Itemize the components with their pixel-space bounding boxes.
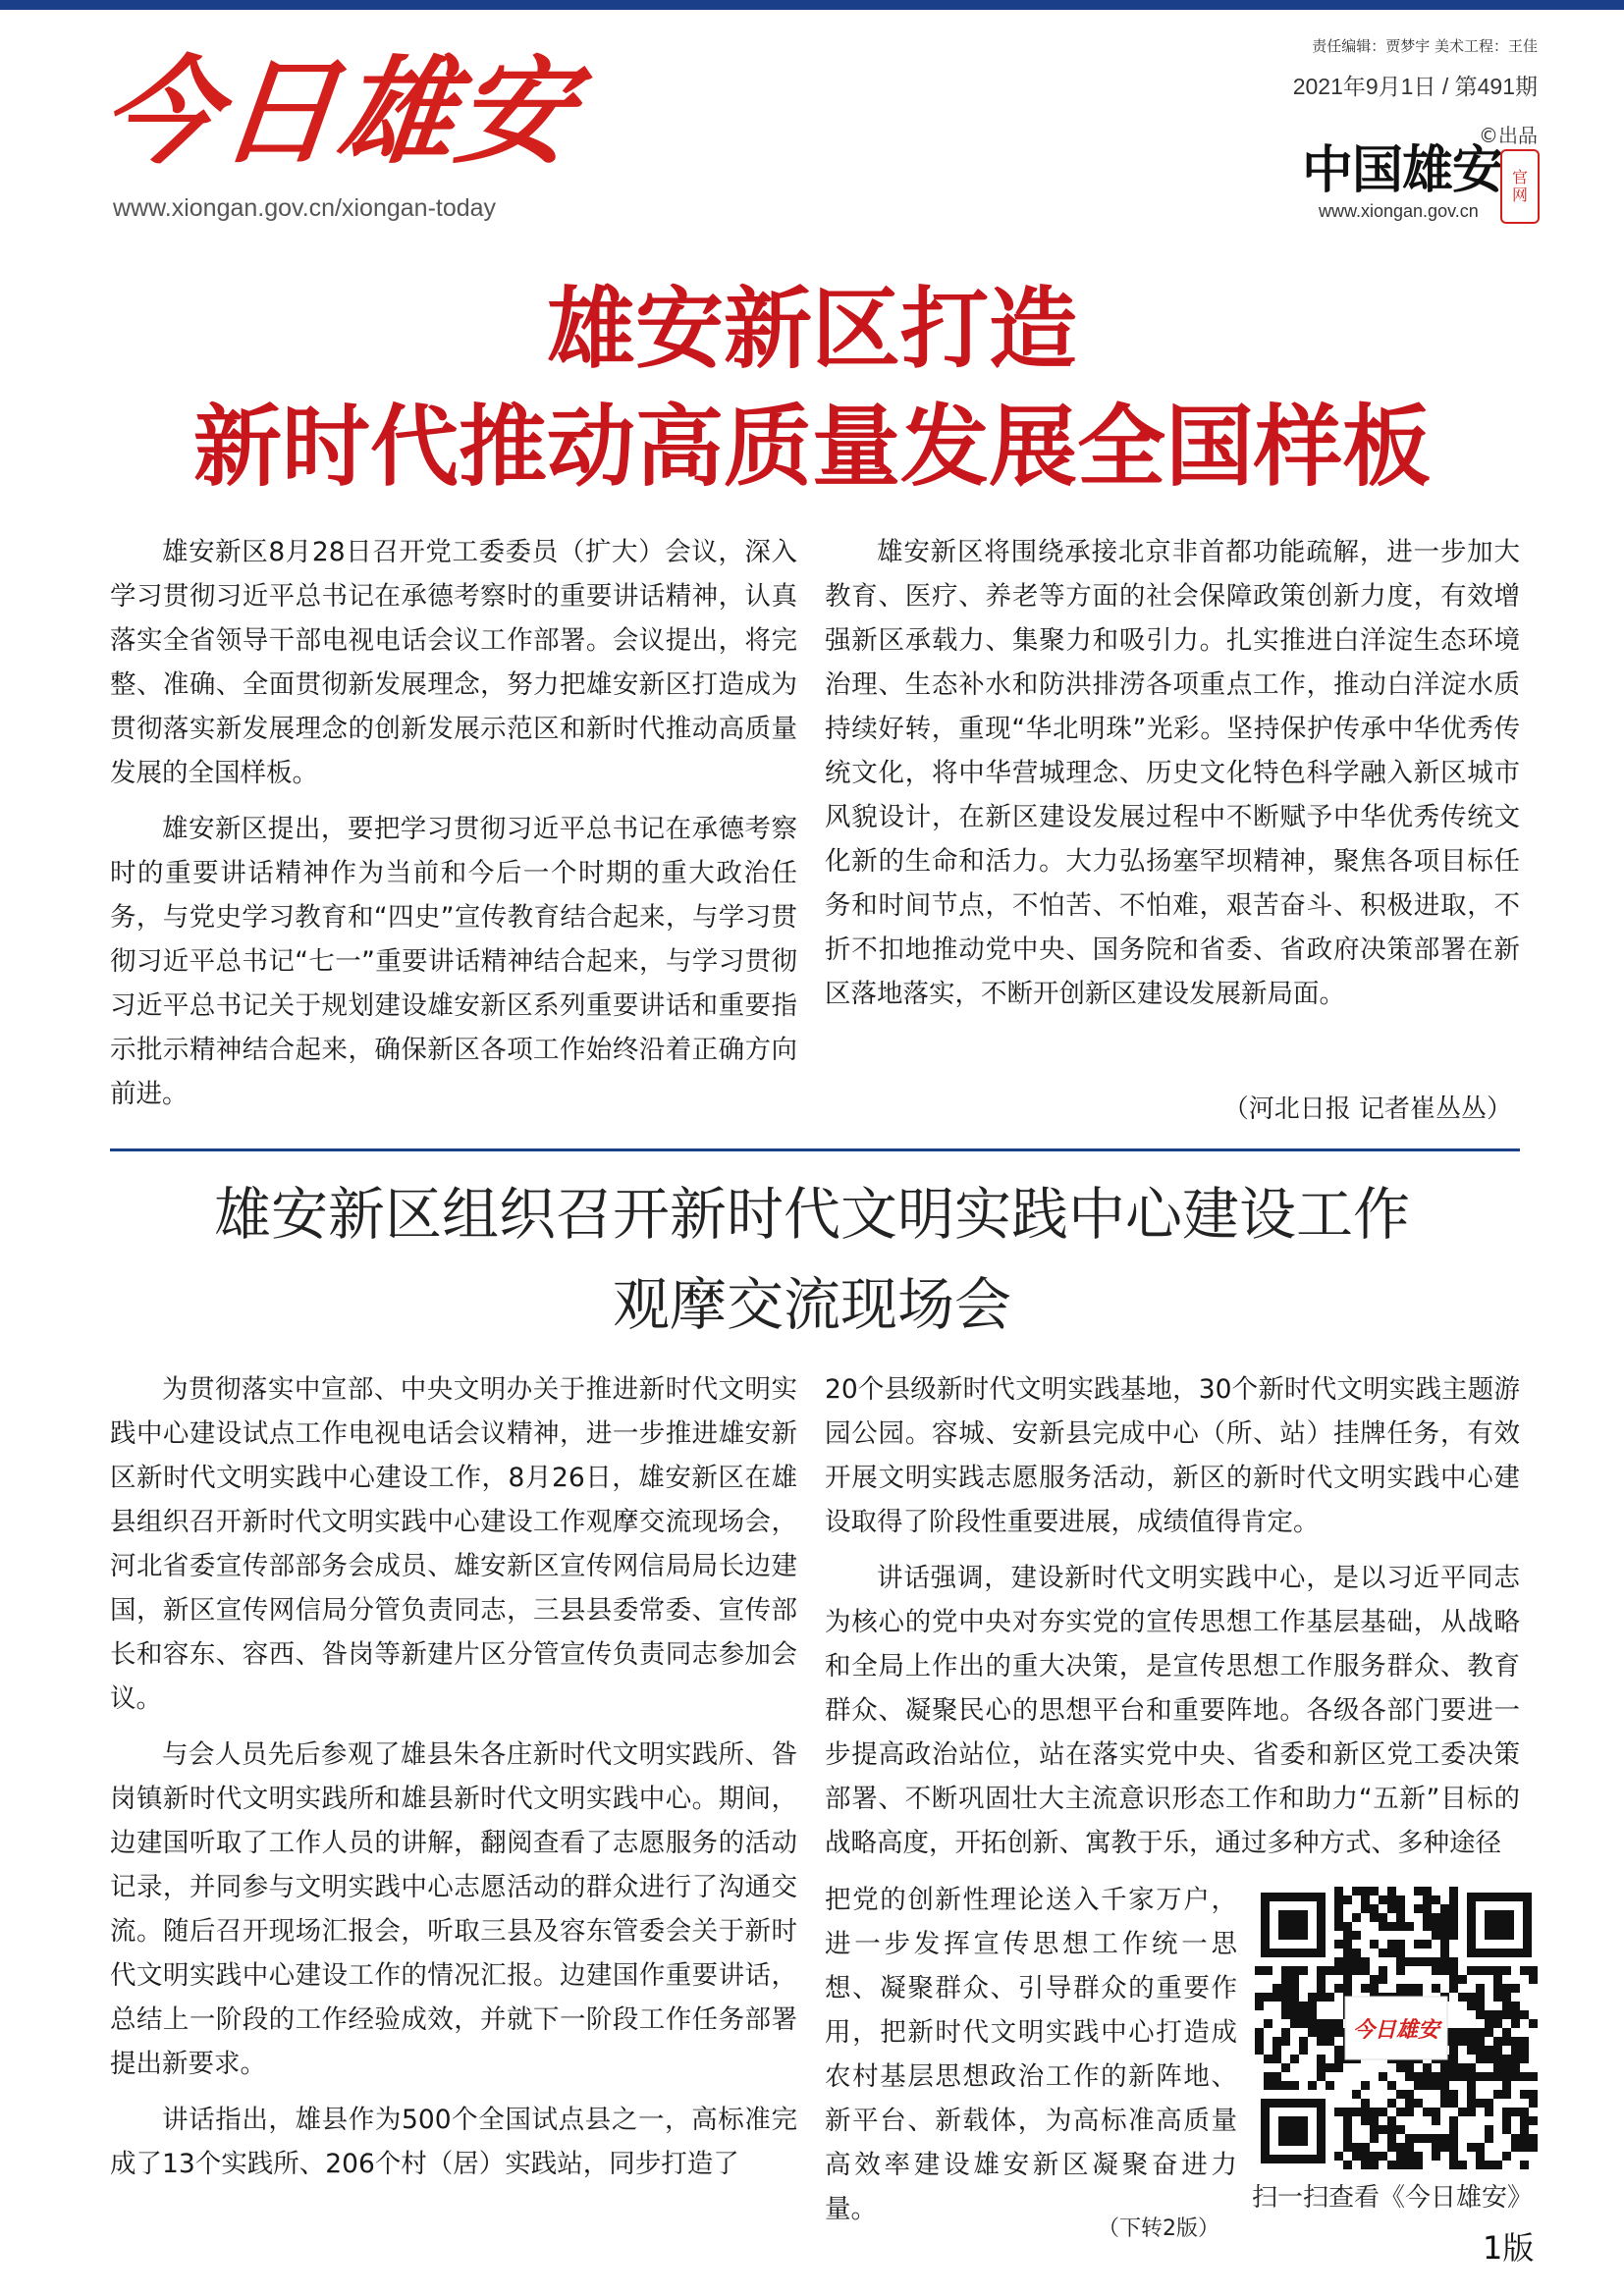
- partner-logo: 中国雄安: [1302, 140, 1503, 200]
- issue-date: 2021年9月1日 / 第491期: [1292, 74, 1538, 99]
- qr-code[interactable]: [1255, 1887, 1538, 2169]
- masthead-url[interactable]: www.xiongan.gov.cn/xiongan-today: [113, 194, 497, 222]
- seal-char-bottom: 网: [1511, 186, 1528, 204]
- article1-byline: （河北日报 记者崔丛丛）: [1222, 1095, 1512, 1124]
- section-divider: [110, 1148, 1520, 1151]
- seal-char-top: 官: [1511, 167, 1528, 187]
- page-number: 1版: [1483, 2229, 1535, 2267]
- top-color-bar: [0, 0, 1624, 10]
- qr-caption: 扫一扫查看《今日雄安》: [1252, 2183, 1534, 2213]
- produced-by-label: ©出品: [1479, 124, 1538, 147]
- article2-paragraph: 讲话强调，建设新时代文明实践中心，是以习近平同志为核心的党中央对夯实党的宣传思想工作基层基础，从战略和全局上作出的重大决策，是宣传思想工作服务群众、教育群众、凝聚民心的思想平台和重要阵地。各级各部门要进一步提高政治站位，站在落实党中央、省委和新区党工委决策部署、不断巩固壮大主流意识形态工作和助力“五新”目标的战略高度，开拓创新、寓教于乐，通过多种方式、多种途径: [825, 1563, 1520, 1858]
- qr-center-label: 今日雄安: [1352, 2017, 1440, 2043]
- article2-paragraph: 20个县级新时代文明实践基地，30个新时代文明实践主题游园公园。容城、安新县完成中心（所、站）挂牌任务，有效开展文明实践志愿服务活动，新区的新时代文明实践中心建设取得了阶段性重要进展，成绩值得肯定。: [825, 1374, 1520, 1537]
- article1-paragraph: 雄安新区8月28日召开党工委委员（扩大）会议，深入学习贯彻习近平总书记在承德考察时的重要讲话精神，认真落实全省领导干部电视电话会议工作部署。会议提出，将完整、准确、全面贯彻新发展理念，努力把雄安新区打造成为贯彻落实新发展理念的创新发展示范区和新时代推动高质量发展的全国样板。: [110, 537, 797, 788]
- article2-paragraph: 与会人员先后参观了雄县朱各庄新时代文明实践所、昝岗镇新时代文明实践所和雄县新时代文明实践中心。期间，边建国听取了工作人员的讲解，翻阅查看了志愿服务的活动记录，并同参与文明实践中心志愿活动的群众进行了沟通交流。随后召开现场汇报会，听取三县及容东管委会关于新时代文明实践中心建设工作的情况汇报。边建国作重要讲话，总结上一阶段的工作经验成效，并就下一阶段工作任务部署提出新要求。: [110, 1739, 797, 2079]
- subheadline-line-2: 观摩交流现场会: [612, 1271, 1011, 1338]
- article2-left-column: [110, 1367, 797, 2198]
- masthead-logo: 今日雄安: [95, 43, 582, 180]
- continued-note: （下转2版）: [1098, 2216, 1219, 2241]
- article2-paragraph: 讲话指出，雄县作为500个全国试点县之一，高标准完成了13个实践所、206个村（居）实践站，同步打造了: [110, 2105, 797, 2179]
- partner-url[interactable]: www.xiongan.gov.cn: [1319, 201, 1479, 221]
- article1-paragraph: 雄安新区提出，要把学习贯彻习近平总书记在承德考察时的重要讲话精神作为当前和今后一个时期的重大政治任务，与党史学习教育和“四史”宣传教育结合起来，与学习贯彻习近平总书记“七一”重要讲话精神结合起来，与学习贯彻习近平总书记关于规划建设雄安新区系列重要讲话和重要指示批示精神结合起来，确保新区各项工作始终沿着正确方向前进。: [110, 814, 797, 1109]
- article1-right-column: [825, 530, 1520, 1028]
- article2-paragraph: 把党的创新性理论送入千家万户，进一步发挥宣传思想工作统一思想、凝聚群众、引导群众的重要作用，把新时代文明实践中心打造成农村基层思想政治工作的新阵地、新平台、新载体，为高标准高质量高效率建设雄安新区凝聚奋进力量。: [825, 1885, 1237, 2224]
- headline-line-2: 新时代推动高质量发展全国样板: [193, 395, 1431, 499]
- subheadline-line-1: 雄安新区组织召开新时代文明实践中心建设工作: [213, 1181, 1410, 1248]
- editor-credits: 责任编辑：贾梦宇 美术工程：王佳: [1312, 37, 1538, 55]
- article1-left-column: [110, 530, 797, 1128]
- partner-seal: [1500, 149, 1540, 224]
- headline-line-1: 雄安新区打造: [547, 277, 1077, 381]
- article2-right-column: [825, 1367, 1520, 1877]
- article2-right-narrow-column: [825, 1878, 1237, 2231]
- article2-paragraph: 为贯彻落实中宣部、中央文明办关于推进新时代文明实践中心建设试点工作电视电话会议精神，进一步推进雄安新区新时代文明实践中心建设工作，8月26日，雄安新区在雄县组织召开新时代文明实践中心建设工作观摩交流现场会，河北省委宣传部部务会成员、雄安新区宣传网信局局长边建国，新区宣传网信局分管负责同志，三县县委常委、宣传部长和容东、容西、昝岗等新建片区分管宣传负责同志参加会议。: [110, 1374, 797, 1714]
- article1-paragraph: 雄安新区将围绕承接北京非首都功能疏解，进一步加大教育、医疗、养老等方面的社会保障政策创新力度，有效增强新区承载力、集聚力和吸引力。扎实推进白洋淀生态环境治理、生态补水和防洪排涝各项重点工作，推动白洋淀水质持续好转，重现“华北明珠”光彩。坚持保护传承中华优秀传统文化，将中华营城理念、历史文化特色科学融入新区城市风貌设计，在新区建设发展过程中不断赋予中华优秀传统文化新的生命和活力。大力弘扬塞罕坝精神，聚焦各项目标任务和时间节点，不怕苦、不怕难，艰苦奋斗、积极进取，不折不扣地推动党中央、国务院和省委、省政府决策部署在新区落地落实，不断开创新区建设发展新局面。: [825, 537, 1520, 1009]
